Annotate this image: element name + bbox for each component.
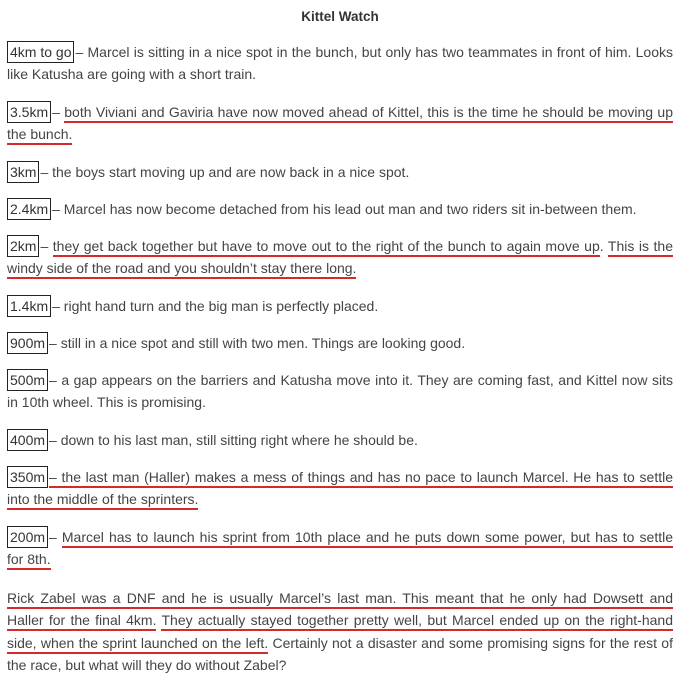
highlighted-text: Rick Zabel was a DNF and he is usually Marcel’s last man. This meant that he only had Dowsett and [7, 590, 673, 609]
entry-text: – down to his last man, still sitting right where he should be. [49, 432, 418, 448]
entry-line [7, 123, 673, 145]
entry-line [7, 101, 673, 123]
distance-marker: 200m [7, 526, 48, 548]
entry-line [7, 654, 673, 676]
entry-350m [7, 466, 673, 511]
highlighted-text: they get back together but have to move out to the right of the bunch to again move up [53, 238, 600, 257]
entry-line [7, 429, 673, 451]
entry-line [7, 587, 673, 609]
entry-4km [7, 41, 673, 86]
entry-line [7, 198, 673, 220]
entry-text: . [599, 238, 608, 254]
highlighted-text: Haller for the final 4km. [7, 612, 156, 631]
distance-marker: 500m [7, 369, 48, 391]
entry-900m [7, 332, 673, 354]
entry-line [7, 526, 673, 548]
distance-marker: 4km to go [7, 41, 74, 63]
distance-marker: 3.5km [7, 101, 51, 123]
entry-line [7, 466, 673, 488]
entry-line [7, 548, 673, 570]
highlighted-text: for 8th. [7, 551, 51, 570]
entry-line [7, 369, 673, 391]
entry-line [7, 609, 673, 631]
highlighted-text: both Viviani and Gaviria have now moved ahead of Kittel, this is the time he should be moving up [64, 104, 673, 123]
entry-2-4km [7, 198, 673, 220]
distance-marker: 350m [7, 466, 48, 488]
distance-marker: 3km [7, 161, 39, 183]
entry-line [7, 295, 673, 317]
highlighted-text: into the middle of the sprinters. [7, 491, 198, 510]
entry-text: – the boys start moving up and are now back in a nice spot. [40, 164, 410, 180]
entry-3-5km [7, 101, 673, 146]
entry-line [7, 235, 673, 257]
entry-text: – [52, 104, 65, 120]
entry-line [7, 332, 673, 354]
distance-marker: 1.4km [7, 295, 51, 317]
entry-line [7, 488, 673, 510]
highlighted-text: windy side of the road and you shouldn’t stay there long. [7, 260, 356, 279]
entry-line [7, 161, 673, 183]
entry-text: – [49, 529, 62, 545]
entry-2km [7, 235, 673, 280]
entry-200m [7, 526, 673, 571]
entry-line [7, 41, 673, 63]
entry-1-4km [7, 295, 673, 317]
entry-text: – Marcel is sitting in a nice spot in the bunch, but only has two teammates in front of him. Looks [75, 44, 673, 60]
highlighted-text: – the last man (Haller) makes a mess of things and has no pace to launch Marcel. He has to settle [49, 469, 673, 488]
entry-text: – still in a nice spot and still with two men. Things are looking good. [49, 335, 466, 351]
entry-400m [7, 429, 673, 451]
summary-paragraph [7, 587, 673, 677]
highlighted-text: This is the [608, 238, 673, 257]
entry-text: in 10th wheel. This is promising. [7, 394, 206, 411]
entry-text: – a gap appears on the barriers and Katusha move into it. They are coming fast, and Kittel now sits [49, 372, 673, 388]
entry-text: – Marcel has now become detached from his lead out man and two riders sit in-between them. [52, 201, 637, 217]
entry-line [7, 63, 673, 85]
entry-line [7, 391, 673, 413]
distance-marker: 2.4km [7, 198, 51, 220]
distance-marker: 900m [7, 332, 48, 354]
entry-text: – [40, 238, 53, 254]
distance-marker: 400m [7, 429, 48, 451]
entry-text: like Katusha are going with a short train. [7, 66, 257, 83]
entry-line [7, 257, 673, 279]
entry-3km [7, 161, 673, 183]
entry-line [7, 632, 673, 654]
entry-text: – right hand turn and the big man is perfectly placed. [52, 298, 379, 314]
distance-marker: 2km [7, 235, 39, 257]
highlighted-text: the bunch. [7, 126, 72, 145]
entry-text: Certainly not a disaster and some promising signs for the rest of [268, 634, 673, 651]
entry-text: the race, but what will they do without Zabel? [7, 657, 287, 674]
highlighted-text: side, when the sprint launched on the left. [7, 635, 268, 654]
article-title: Kittel Watch [301, 9, 379, 24]
highlighted-text: They actually stayed together pretty well, but Marcel ended up on the right-hand [161, 612, 673, 631]
entry-500m [7, 369, 673, 414]
highlighted-text: Marcel has to launch his sprint from 10th place and he puts down some power, but has to settle [62, 529, 673, 548]
